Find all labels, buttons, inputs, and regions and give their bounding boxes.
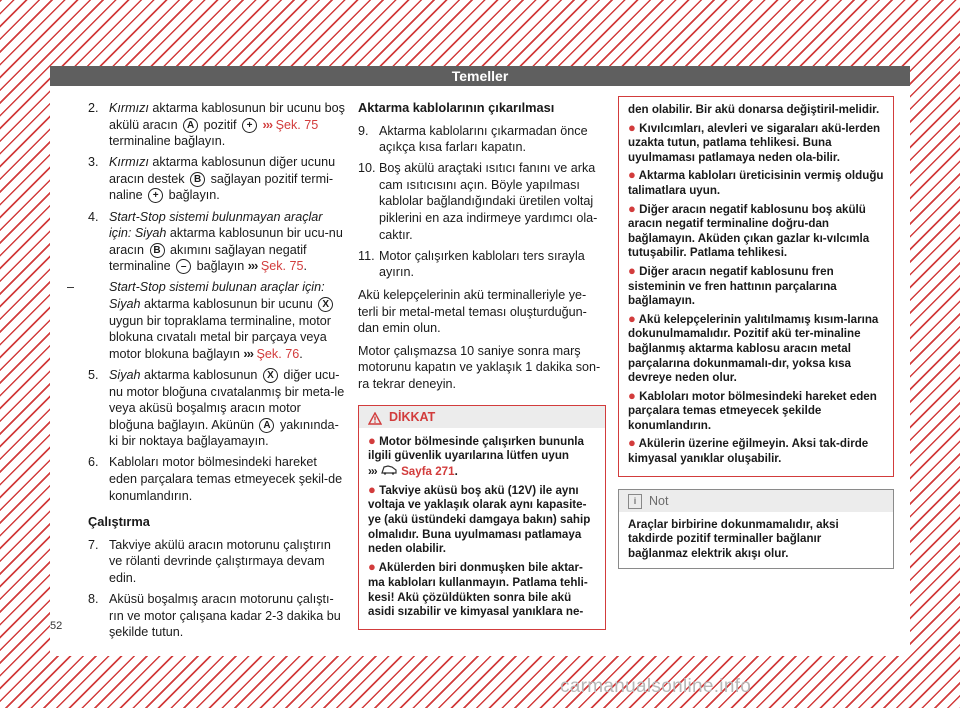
figure-link[interactable]: Şek. 75	[260, 259, 304, 274]
cable-color: Kırmızı	[109, 155, 149, 170]
text: Aktarma kablolarını çıkarmadan önce açıkça kısa farları kapatın.	[379, 123, 588, 155]
text: aktarma kablosunun diğer ucunu aracın destek	[109, 155, 336, 186]
bullet-icon: ●	[368, 481, 376, 497]
bullet-icon: ●	[628, 387, 636, 403]
page-number: 52	[50, 620, 63, 632]
text: Kıvılcımları, alevleri ve sigaraları akü-lerden uzakta tutun, patlama tehlikesi. Buna uyulmaması patlamaya neden ola-bilir.	[628, 121, 881, 164]
paragraph: Motor çalışmazsa 10 saniye sonra marş motorunu kapatın ve yaklaşık 1 dakika son-ra tekrar deneyin.	[358, 343, 601, 391]
warning-bullet	[628, 436, 884, 466]
section-heading: Çalıştırma	[88, 514, 150, 530]
warning-bullet	[368, 434, 597, 480]
marker-a: A	[183, 118, 198, 133]
marker-x: X	[263, 368, 278, 383]
bullet-icon: ●	[628, 167, 636, 183]
text: pozitif	[200, 117, 241, 132]
warning-box	[358, 405, 606, 630]
text: aktarma kablosunun bir ucunu	[140, 297, 317, 312]
warning-bullet	[628, 312, 884, 386]
step-number: 6.	[88, 455, 99, 470]
arrows-icon: ›››	[247, 259, 258, 274]
marker-a: A	[259, 418, 274, 433]
step-3	[88, 154, 346, 204]
warning-bullet	[628, 389, 884, 434]
section-heading: Aktarma kablolarının çıkarılması	[358, 100, 555, 115]
arrows-icon: ›››	[262, 117, 273, 132]
warning-continuation-box	[618, 96, 894, 477]
step-number: 7.	[88, 537, 99, 552]
text: Diğer aracın negatif kablosunu boş akülü aracın negatif terminaline doğru-dan bağlamayın. Aküden çıkan gazlar kı-vılcımla tutuşabilir. Patlama tehlikesi.	[628, 202, 870, 260]
column-middle	[358, 100, 606, 630]
text: bağlayın.	[165, 188, 220, 203]
warning-bullet	[368, 560, 597, 620]
text: akımını sağlayan negatif terminaline	[109, 242, 307, 274]
cable-color: Siyah	[109, 367, 141, 382]
text: bağlayın	[193, 259, 248, 274]
step-dash	[67, 279, 346, 362]
step-number: 11.	[358, 248, 375, 263]
warning-bullet	[368, 483, 597, 558]
text: Motor bölmesinde çalışırken bununla ilgili güvenlik uyarılarına lütfen uyun	[368, 434, 584, 463]
warning-title: DİKKAT	[389, 409, 436, 424]
condition-text: Start-Stop sistemi bulunmayan araçlar için: Siyah	[109, 209, 323, 241]
paragraph: Akü kelepçelerinin akü terminalleriyle ye-terli bir metal-metal teması oluşturduğun-dan emin olun.	[358, 287, 587, 336]
text: Akü kelepçelerinin yalıtılmamış kısım-larına dokunulmamalıdır. Pozitif akü ter-minaline bağlanmış aktarma kablosu aracın metal parçalarına dokunmamalı-dır, yoksa kısa devreye neden olur.	[628, 312, 879, 385]
warning-bullet	[628, 264, 884, 309]
arrows-icon: ›››	[243, 346, 254, 361]
marker-x: X	[318, 297, 333, 312]
step-number: –	[67, 280, 75, 295]
note-box	[618, 489, 894, 570]
step-2	[88, 100, 346, 150]
bullet-icon: ●	[368, 559, 376, 575]
step-7	[88, 537, 346, 587]
marker-b: B	[190, 172, 205, 187]
text: aktarma kablosunun bir ucunu boş akülü aracın	[109, 101, 345, 132]
text: .	[454, 464, 458, 478]
manual-page	[50, 66, 910, 656]
step-number: 4.	[88, 209, 99, 224]
note-body: Araçlar birbirine dokunmamalıdır, aksi takdirde pozitif terminaller bağlanır bağlanmaz elektrik akışı olur.	[628, 517, 839, 560]
bullet-icon: ●	[628, 262, 636, 278]
text: uygun bir topraklama terminaline, motor blokuna cıvatalı metal bir parçaya veya motor blokuna bağlayın	[109, 313, 331, 361]
warning-bullet	[628, 202, 884, 261]
text: Aküsü boşalmış aracın motorunu çalıştı-rın ve motor çalışana kadar 2-3 dakika bu şekilde tutun.	[109, 592, 341, 640]
warning-bullet	[628, 168, 884, 198]
bullet-icon: ●	[628, 200, 636, 216]
step-6	[88, 454, 346, 504]
condition-text: Start-Stop sistemi bulunan araçlar için: Siyah	[109, 280, 325, 312]
text: Takviye aküsü boş akü (12V) ile aynı voltaja ve yaklaşık olarak aynı kapasite-ye (akü üstündeki damgaya bakın) sahip olmalıdır. Buna uyulmaması patlamaya neden olabilir.	[368, 483, 591, 556]
cable-color: Kırmızı	[109, 101, 149, 115]
warning-body	[359, 428, 605, 629]
marker-plus: +	[148, 188, 163, 203]
page-link[interactable]: Sayfa 271	[401, 464, 455, 478]
text: Motor çalışırken kabloları ters sırayla ayırın.	[379, 248, 585, 280]
watermark-text: carmanualsonline.info	[560, 676, 752, 697]
step-5	[88, 367, 346, 450]
text: terminaline bağlayın.	[109, 134, 226, 149]
text: Akülerden biri donmuşken bile aktar-ma kabloları kullanmayın. Patlama tehli-kesi! Akü çözüldükten sonra bile akü asidi sızabilir ve kimyasal yanıklara ne-	[368, 561, 588, 619]
text: Kabloları motor bölmesindeki hareket eden parçalara temas etmeyecek şekilde konumlandırın.	[628, 389, 877, 432]
text: Akülerin üzerine eğilmeyin. Aksi tak-dirde kimyasal yanıklar oluşabilir.	[628, 437, 869, 466]
text: Boş akülü araçtaki ısıtıcı fanını ve arka cam ısıtıcısını açın. Böyle yapılması kablolar bağlandığındaki üretilen voltaj piklerini en aza indirmeye yardımcı ola-caktır.	[379, 161, 598, 242]
text: Diğer aracın negatif kablosunu fren sisteminin ve fren hattının parçalarına bağlamayın.	[628, 264, 837, 308]
engine-compartment-icon	[380, 465, 398, 478]
text: Aktarma kabloları üreticisinin vermiş olduğu talimatlara uyun.	[628, 169, 884, 197]
step-number: 9.	[358, 123, 369, 138]
bullet-icon: ●	[368, 432, 376, 448]
note-header	[619, 490, 893, 512]
text: aktarma kablosunun	[140, 367, 261, 382]
info-icon: i	[628, 494, 642, 509]
warning-triangle-icon	[368, 410, 382, 432]
text: sağlayan pozitif termi-naline	[109, 171, 334, 203]
marker-plus: +	[242, 118, 257, 133]
text: .	[303, 259, 308, 274]
warning-header	[359, 406, 605, 428]
step-number: 3.	[88, 155, 99, 170]
section-header: Temeller	[50, 66, 910, 86]
figure-link[interactable]: Şek. 75	[275, 117, 319, 132]
marker-b: B	[150, 243, 165, 258]
figure-link[interactable]: Şek. 76	[256, 346, 300, 361]
text: Takviye akülü aracın motorunu çalıştırın ve rölanti devrinde çalıştırmaya devam edin.	[109, 537, 331, 585]
step-number: 8.	[88, 592, 99, 607]
step-number: 5.	[88, 367, 99, 382]
bullet-icon: ●	[628, 435, 636, 451]
step-number: 2.	[88, 101, 99, 115]
step-8	[88, 591, 346, 641]
bullet-icon: ●	[628, 119, 636, 135]
text: yakınında-ki bir noktaya bağlayamayın.	[109, 417, 339, 449]
marker-minus: –	[176, 259, 191, 274]
text: Kabloları motor bölmesindeki hareket eden parçalara temas etmeyecek şekil-de konumlandırın.	[109, 455, 343, 503]
column-right	[618, 96, 894, 569]
column-left	[67, 100, 346, 645]
note-title: Not	[649, 493, 669, 508]
text: den olabilir. Bir akü donarsa değiştiril-melidir.	[628, 103, 880, 116]
step-number: 10.	[358, 161, 376, 176]
step-11	[358, 248, 606, 281]
arrows-icon: ›››	[368, 464, 377, 478]
text: diğer ucu-nu motor bloğuna cıvatalanmış bir meta-le veya aküsü boşalmış aracın motor bloğuna bağlayın. Akünün	[109, 367, 345, 432]
step-10	[358, 160, 606, 243]
step-9	[358, 123, 606, 156]
warning-bullet	[628, 121, 884, 166]
bullet-icon: ●	[628, 310, 636, 326]
text: aktarma kablosunun bir ucu-nu aracın	[109, 226, 343, 257]
text: .	[299, 346, 303, 361]
step-4	[88, 209, 346, 275]
